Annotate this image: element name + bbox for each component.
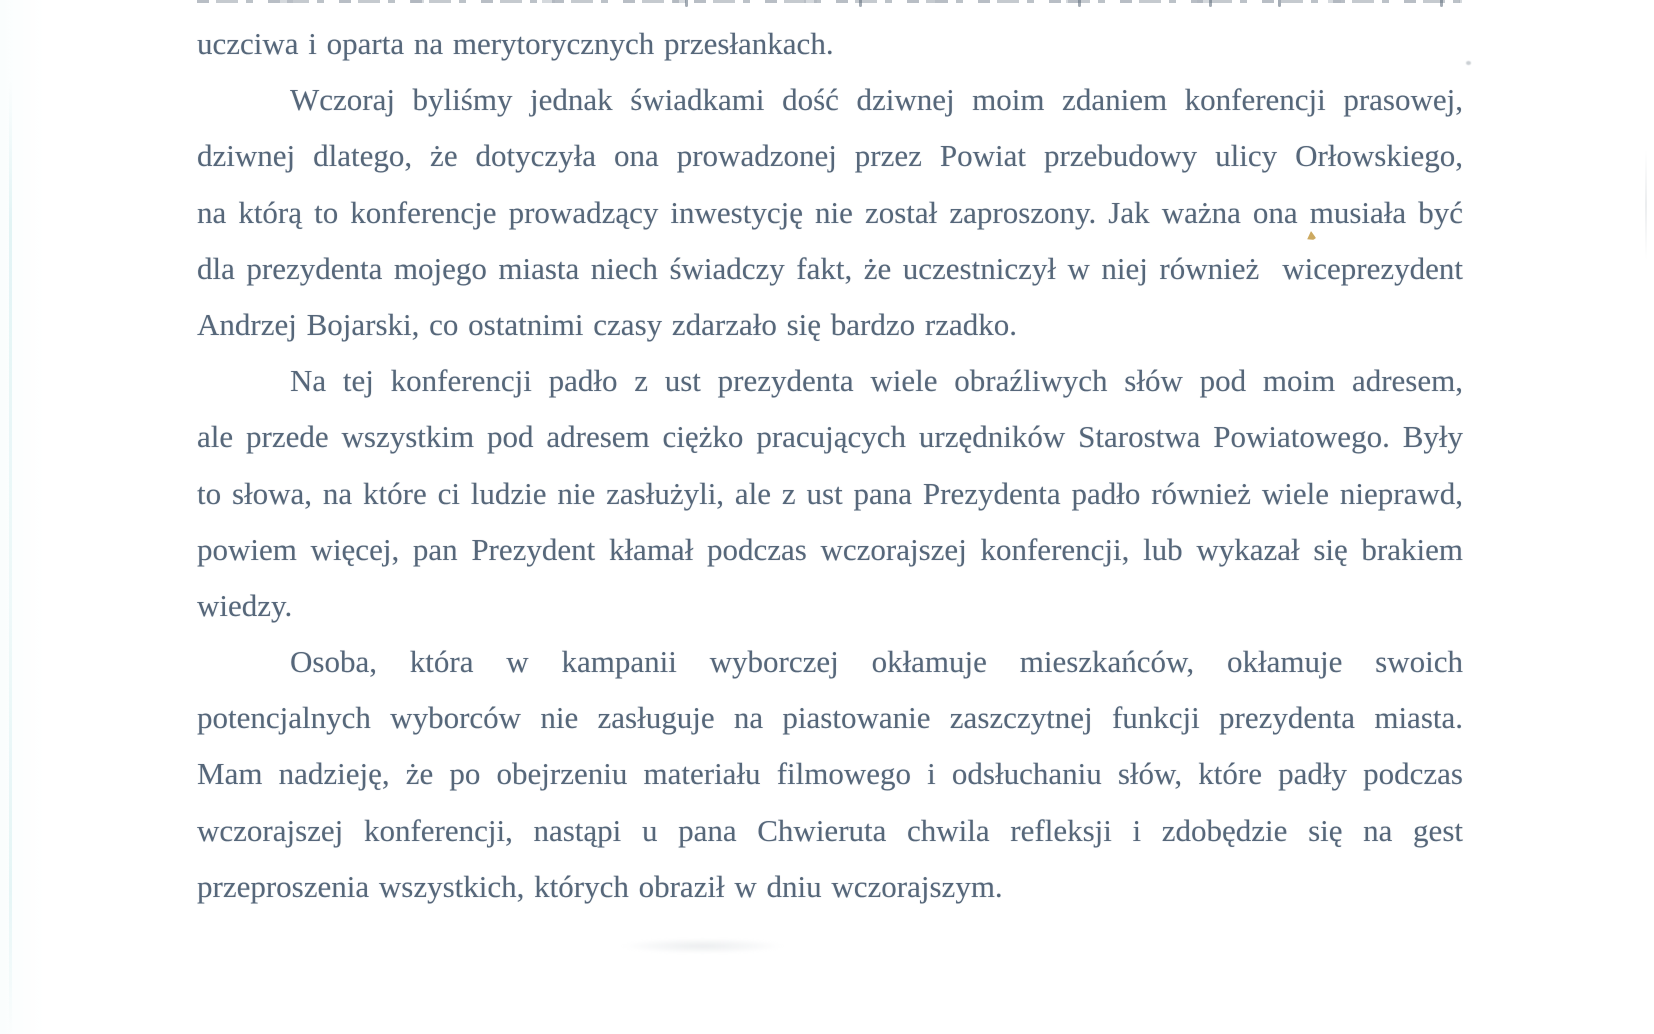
text-line: wczorajszej konferencji, nastąpi u pana Chwieruta chwila refleksji i zdobędzie się na gest xyxy=(197,812,1463,848)
text-line: powiem więcej, pan Prezydent kłamał podczas wczorajszej konferencji, lub wykazał się brakiem xyxy=(197,531,1463,567)
clipped-text-remnant xyxy=(197,0,1462,7)
descender-mark xyxy=(1209,0,1212,7)
text-line: Osoba, która w kampanii wyborczej okłamuje mieszkańców, okłamuje swoich xyxy=(290,644,1463,680)
scanner-edge-artifact xyxy=(9,80,12,1034)
paper-speck-gray xyxy=(1466,61,1471,65)
descender-mark xyxy=(1440,0,1443,7)
text-line: to słowa, na które ci ludzie nie zasłużyli, ale z ust pana Prezydenta padło również wiele nieprawd, xyxy=(197,475,1463,511)
paper-smudge xyxy=(620,938,785,954)
text-line: wiedzy. xyxy=(197,587,293,623)
text-line: Na tej konferencji padło z ust prezydenta wiele obraźliwych słów pod moim adresem, xyxy=(290,363,1463,399)
descender-mark xyxy=(1078,0,1081,7)
descender-mark xyxy=(1278,0,1281,7)
text-line: potencjalnych wyborców nie zasługuje na piastowanie zaszczytnej funkcji prezydenta miasta. xyxy=(197,700,1463,736)
text-line: Mam nadzieję, że po obejrzeniu materiału filmowego i odsłuchaniu słów, które padły podczas xyxy=(197,756,1463,792)
descender-mark xyxy=(859,0,862,7)
scan-noise-right xyxy=(1645,150,1647,260)
clipped-text-dashes xyxy=(197,0,1462,3)
text-line: Andrzej Bojarski, co ostatnimi czasy zdarzało się bardzo rzadko. xyxy=(197,306,1017,342)
letter-body xyxy=(197,16,1463,915)
text-line: Wczoraj byliśmy jednak świadkami dość dziwnej moim zdaniem konferencji prasowej, xyxy=(290,82,1463,118)
text-line: dla prezydenta mojego miasta niech świadczy fakt, że uczestniczył w niej również wiceprezydent xyxy=(197,250,1463,286)
descender-mark xyxy=(685,0,688,7)
text-line: przeproszenia wszystkich, których obraził w dniu wczorajszym. xyxy=(197,868,1003,904)
text-line: na którą to konferencje prowadzący inwestycję nie został zaproszony. Jak ważna ona musiała być xyxy=(197,194,1463,230)
text-line: ale przede wszystkim pod adresem ciężko pracujących urzędników Starostwa Powiatowego. Były xyxy=(197,419,1463,455)
text-line: dziwnej dlatego, że dotyczyła ona prowadzonej przez Powiat przebudowy ulicy Orłowskiego, xyxy=(197,138,1463,174)
text-line: uczciwa i oparta na merytorycznych przesłankach. xyxy=(197,26,834,61)
